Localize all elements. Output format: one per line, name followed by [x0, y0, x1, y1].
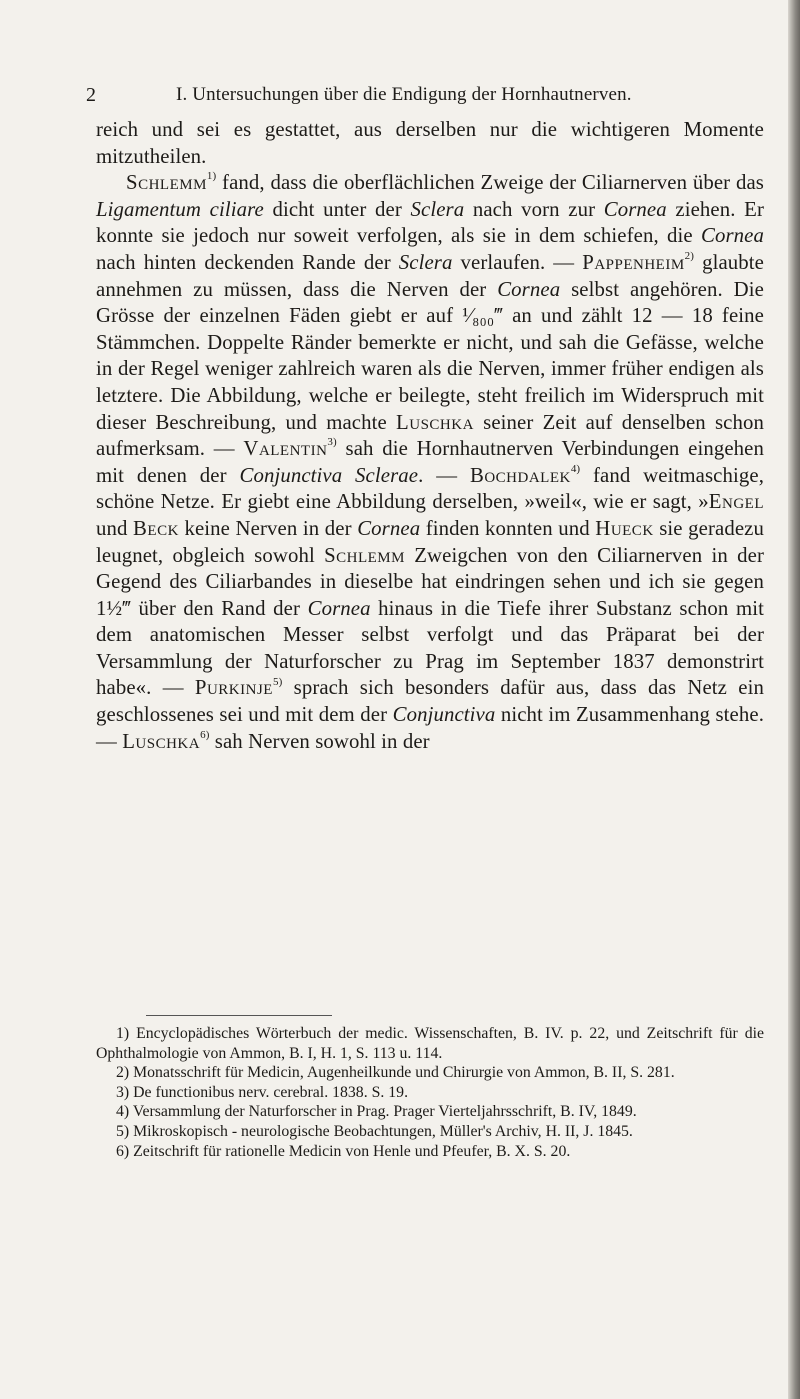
text-run: nach hinten deckenden Rande der: [96, 250, 399, 274]
text-run: selbst angehören. Die Grösse der einzelnen Fäden giebt er auf ¹⁄₈₀₀‴ an und zählt 12 — 18 feine Stämmchen. Doppelte Ränder bemerkte er nicht, und sah die Gefässe, welche in der Regel weniger zahlreich waren als die Nerven, immer früher endigen als letztere. Die Abbildung, welche er beilegte, steht freilich im Widerspruch mit dieser Beschreibung, und machte: [96, 277, 764, 434]
text-run: ziehen. Er konnte sie jedoch nur soweit verfolgen, als sie in dem schiefen, die: [96, 197, 765, 248]
running-title: I. Untersuchungen über die Endigung der Hornhautnerven.: [176, 84, 632, 105]
author-name: Beck: [133, 516, 179, 540]
text-run: nach vorn zur: [464, 197, 604, 221]
author-name: Pappenheim: [582, 250, 685, 274]
text-run: fand weitmaschige, schöne Netze. Er giebt eine Abbildung derselben, »weil«, wie er sagt, »: [96, 463, 765, 514]
text-run: und: [96, 516, 134, 540]
author-name: Hueck: [595, 516, 654, 540]
text-run: sie geradezu leugnet, obgleich sowohl: [96, 516, 764, 567]
text-run: sah die Hornhautnerven Verbindungen eingehen mit denen der: [96, 437, 764, 487]
footnote-ref: 6): [200, 728, 210, 741]
body-text: [96, 117, 764, 755]
text-run: seiner Zeit auf denselben schon aufmerksam. —: [96, 410, 764, 461]
latin-term: Cornea: [603, 197, 667, 221]
footnote-divider: [146, 1015, 332, 1016]
footnote-6: 6) Zeitschrift für rationelle Medicin von Henle und Pfeufer, B. X. S. 20.: [116, 1142, 571, 1160]
paragraph-2: [96, 170, 764, 755]
latin-term: Cornea: [357, 516, 421, 540]
text-run: sprach sich besonders dafür aus, dass das Netz ein geschlossenes sei und mit dem der: [96, 676, 764, 727]
footnote-3: 3) De functionibus nerv. cerebral. 1838. S. 19.: [116, 1083, 409, 1101]
text-run: Zweigchen von den Ciliarnerven in der Gegend des Ciliarbandes in dieselbe hat eindringen sehen und ich sie gegen 1½‴ über den Rand der: [96, 543, 764, 620]
footnote-ref: 3): [327, 436, 337, 449]
latin-term: Ligamentum ciliare: [96, 197, 264, 221]
running-head: [86, 76, 766, 110]
text-run: glaubte annehmen zu müssen, dass die Nerven der: [96, 250, 764, 301]
footnote-ref: 1): [206, 170, 217, 183]
footnote-ref: 5): [272, 675, 283, 688]
latin-term: Cornea: [701, 224, 764, 248]
text-run: hinaus in die Tiefe ihrer Substanz schon mit dem anatomischen Messer selbst verfolgt und das Präparat bei der Versammlung der Naturforscher zu Prag im September 1837 demonstrirt habe«. —: [96, 596, 765, 700]
page-number: 2: [86, 84, 96, 106]
author-name: Bochdalek: [469, 463, 571, 487]
latin-term: Sclera: [410, 197, 465, 221]
footnote-4: 4) Versammlung der Naturforscher in Prag. Prager Vierteljahrsschrift, B. IV, 1849.: [116, 1103, 637, 1121]
paragraph-1: reich und sei es gestattet, aus derselben nur die wichtigeren Momente mitzutheilen.: [96, 118, 764, 168]
text-run: dicht unter der: [263, 197, 411, 221]
text-run: verlaufen. —: [452, 250, 583, 274]
footnote-ref: 4): [570, 462, 581, 475]
footnote-2: 2) Monatsschrift für Medicin, Augenheilkunde und Chirurgie von Ammon, B. II, S. 281.: [116, 1064, 675, 1082]
page-edge: [788, 0, 800, 1399]
text-run: . —: [418, 463, 470, 487]
text-run: nicht im Zusammenhang stehe. —: [96, 703, 765, 753]
text-run: finden konnten und: [420, 516, 596, 540]
text-run: keine Nerven in der: [178, 516, 358, 540]
author-name: Luschka: [122, 729, 201, 753]
author-name: Luschka: [396, 410, 474, 434]
author-name: Purkinje: [194, 676, 273, 700]
latin-term: Conjunctiva: [392, 703, 496, 727]
text-run: sah Nerven sowohl in der: [209, 729, 430, 753]
footnote-1: 1) Encyclopädisches Wörterbuch der medic. Wissenschaften, B. IV. p. 22, und Zeitschrift für die Ophthalmologie von Ammon, B. I, H. 1, S. 113 u. 114.: [96, 1025, 764, 1062]
text-run: fand, dass die oberflächlichen Zweige der Ciliarnerven über das: [216, 171, 764, 195]
latin-term: Conjunctiva Sclerae: [239, 463, 419, 487]
author-name: Valentin: [243, 437, 328, 461]
footnotes: [96, 1024, 764, 1161]
author-name: Schlemm: [324, 543, 405, 567]
latin-term: Cornea: [307, 596, 371, 620]
author-name: Engel: [708, 490, 764, 514]
footnote-5: 5) Mikroskopisch - neurologische Beobachtungen, Müller's Archiv, H. II, J. 1845.: [116, 1122, 633, 1140]
latin-term: Cornea: [497, 277, 561, 301]
footnote-ref: 2): [684, 250, 695, 263]
latin-term: Sclera: [398, 250, 453, 274]
author-name: Schlemm: [126, 171, 207, 195]
